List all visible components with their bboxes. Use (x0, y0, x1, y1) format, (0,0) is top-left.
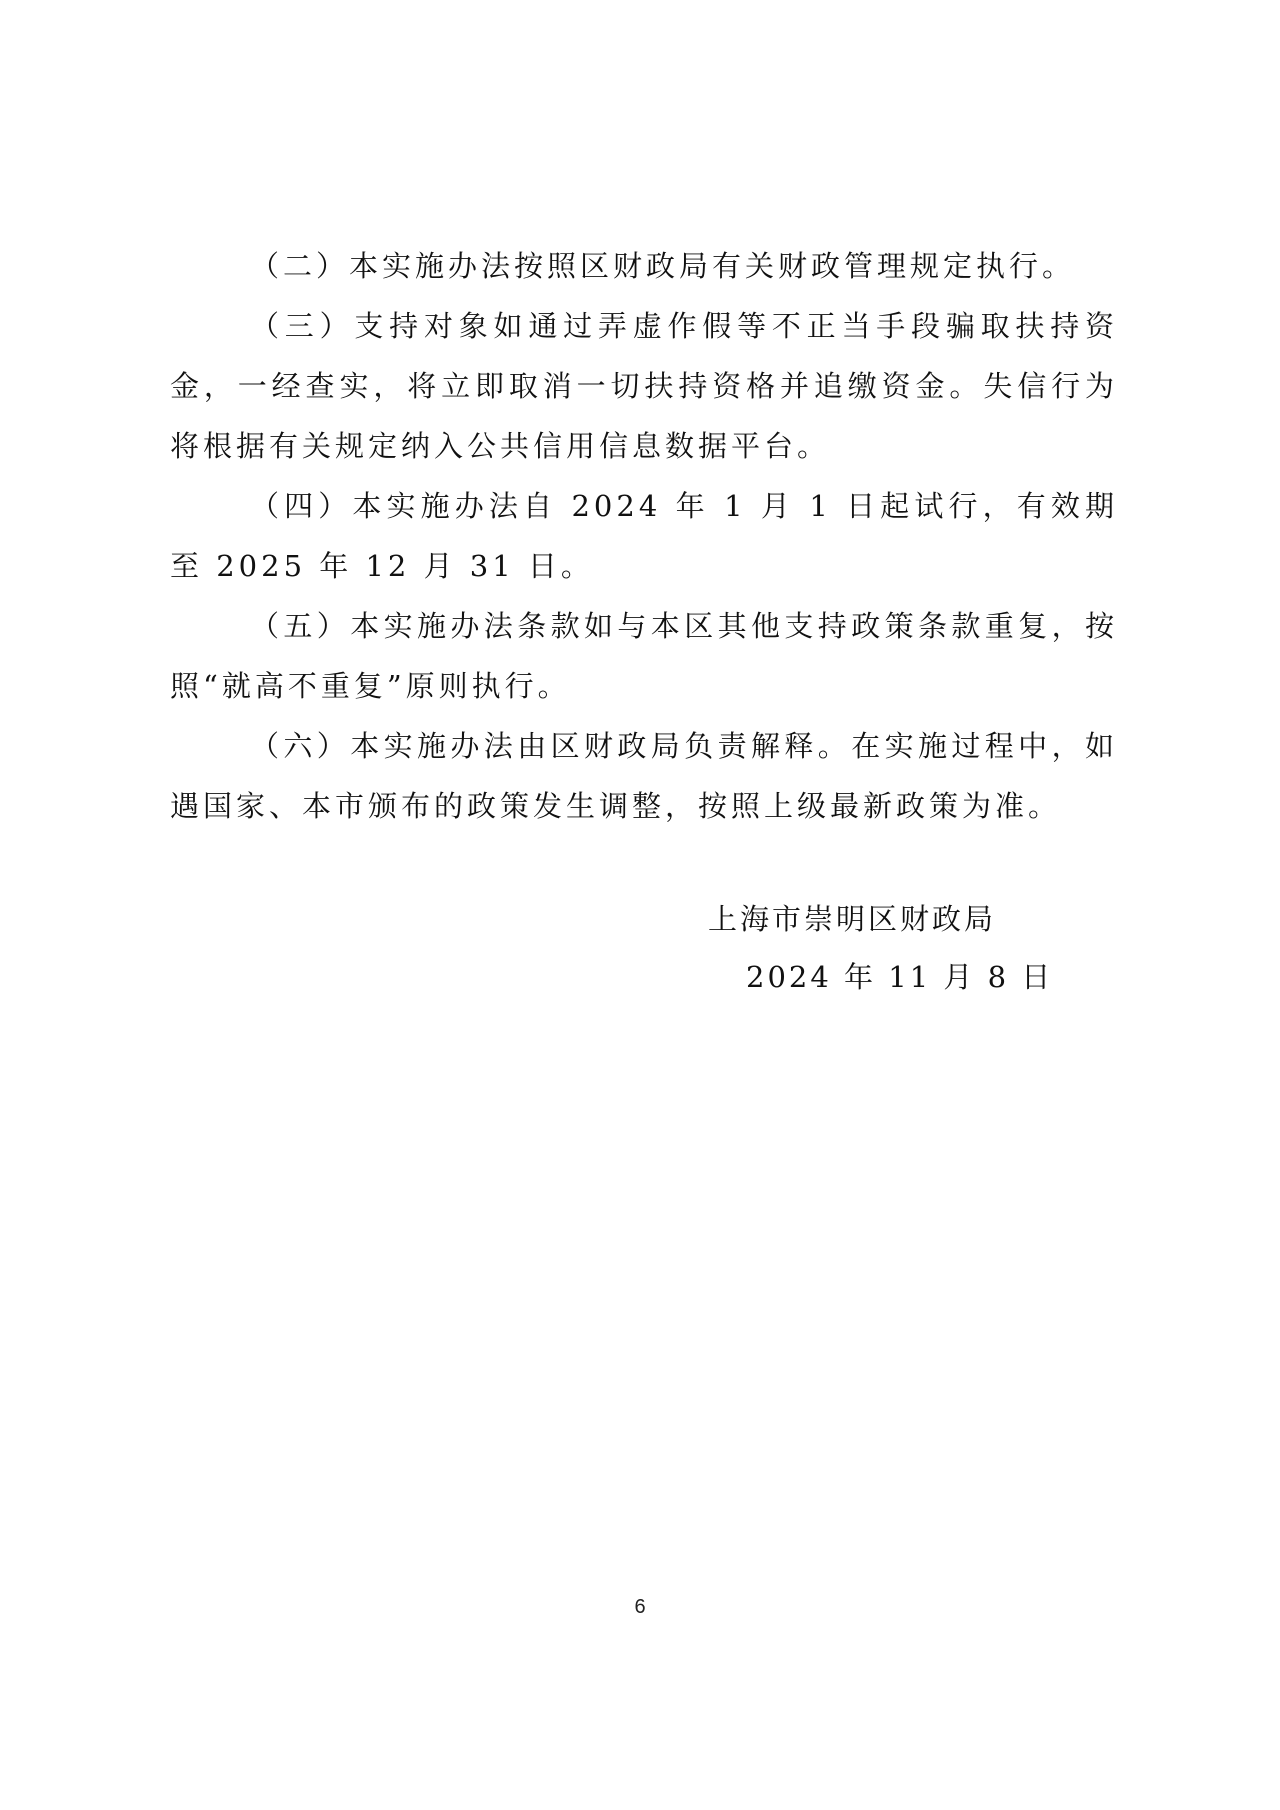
issue-date: 2024 年 11 月 8 日 (746, 960, 1054, 994)
clause-5-paragraph: （五）本实施办法条款如与本区其他支持政策条款重复，按照“就高不重复”原则执行。 (170, 609, 1118, 703)
clause-2-paragraph: （二）本实施办法按照区财政局有关财政管理规定执行。 (250, 249, 1076, 283)
clause-6-paragraph: （六）本实施办法由区财政局负责解释。在实施过程中，如遇国家、本市颁布的政策发生调整，按照上级最新政策为准。 (170, 729, 1118, 823)
document-body (170, 236, 1118, 836)
page-number: 6 (634, 1596, 646, 1618)
signature-block (708, 890, 1054, 1006)
issuing-organization: 上海市崇明区财政局 (708, 902, 997, 936)
clause-4-paragraph: （四）本实施办法自 2024 年 1 月 1 日起试行，有效期至 2025 年 12 月 31 日。 (170, 489, 1118, 583)
clause-3-paragraph: （三）支持对象如通过弄虚作假等不正当手段骗取扶持资金，一经查实，将立即取消一切扶持资格并追缴资金。失信行为将根据有关规定纳入公共信用信息数据平台。 (170, 309, 1118, 463)
